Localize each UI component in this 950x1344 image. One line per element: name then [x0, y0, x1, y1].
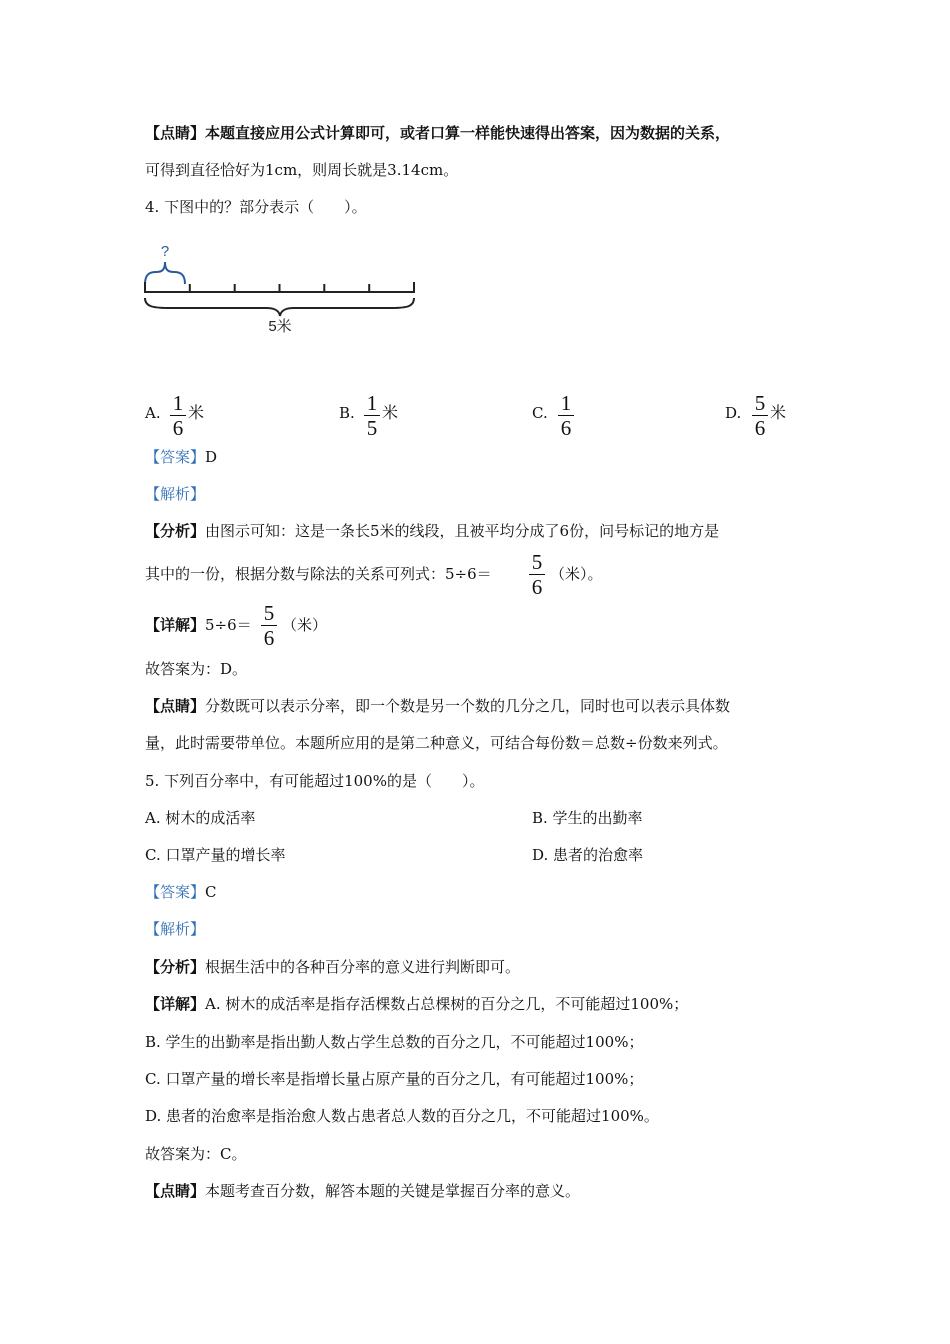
q4-dianjing-line-1: 【点睛】分数既可以表示分率，即一个数是另一个数的几分之几，同时也可以表示具体数: [145, 697, 731, 715]
prev-dianjing-line-1: 【点睛】本题直接应用公式计算即可，或者口算一样能快速得出答案，因为数据的关系，: [145, 124, 731, 142]
document-page: 【点睛】本题直接应用公式计算即可，或者口算一样能快速得出答案，因为数据的关系， 可得到直径恰好为1cm，则周长就是3.14cm。 4. 下图中的？部分表示（ ）。 ? 5米 A. 1 6 米 B. 1 5 米 C. 1 6 D. 5 6 米 【答案】D 【解析】 【分析】由图示可知：这是一条长5米的线段，且被平均分成了6份，问号标记的地方是 其中的一份，根据分数与除法的关系可列式：5÷6＝ 5 6 （米）。 【详解】5÷6＝ 5 6 （米） 故答案为：D。 【点睛】分数既可以表示分率，即一个数是另一个数的几分之几，同时也可以表示具体数 量，此时需要带单位。本题所应用的是第二种意义，可结合每份数＝总数÷份数来列式。 5. 下列百分率中，有可能超过100%的是（ ）。 A. 树木的成活率 B. 学生的出勤率 C. 口罩产量的增长率 D. 患者的治愈率 【答案】C 【解析】 【分析】根据生活中的各种百分率的意义进行判断即可。 【详解】A. 树木的成活率是指存活棵数占总棵树的百分之几，不可能超过100%； B. 学生的出勤率是指出勤人数占学生总数的百分之几，不可能超过100%； C. 口罩产量的增长率是指增长量占原产量的百分之几，有可能超过100%； D. 患者的治愈率是指治愈人数占患者总人数的百分之几，不可能超过100%。 故答案为：C。 【点睛】本题考查百分数，解答本题的关键是掌握百分率的意义。: [0, 0, 950, 1344]
q5-detail-line-1: 【详解】A. 树木的成活率是指存活棵数占总棵树的百分之几，不可能超过100%；: [145, 995, 689, 1013]
q5-detail-line-3: C. 口罩产量的增长率是指增长量占原产量的百分之几，有可能超过100%；: [145, 1070, 644, 1088]
q4-jiexi: 【解析】: [145, 485, 206, 503]
question-mark-label: ?: [160, 243, 170, 260]
prev-dianjing-line-2: 可得到直径恰好为1cm，则周长就是3.14cm。: [145, 161, 459, 179]
bottom-brace: [145, 298, 414, 316]
fraction: 5 6: [529, 551, 545, 598]
fraction: 5 6: [261, 602, 277, 649]
fraction: 5 6: [752, 392, 768, 439]
option-c[interactable]: C. 口罩产量的增长率: [145, 846, 286, 864]
option-a[interactable]: A. 树木的成活率: [145, 809, 256, 827]
q5-analysis: 【分析】根据生活中的各种百分率的意义进行判断即可。: [145, 958, 521, 976]
q5-detail-line-2: B. 学生的出勤率是指出勤人数占学生总数的百分之几，不可能超过100%；: [145, 1033, 644, 1051]
q5-jiexi: 【解析】: [145, 920, 206, 938]
q4-answer: 【答案】D: [145, 448, 218, 466]
fraction: 1 5: [364, 392, 380, 439]
option-b[interactable]: B. 学生的出勤率: [532, 809, 643, 827]
q5-dianjing: 【点睛】本题考查百分数，解答本题的关键是掌握百分率的意义。: [145, 1182, 581, 1200]
q5-detail-line-4: D. 患者的治愈率是指治愈人数占患者总人数的百分之几，不可能超过100%。: [145, 1107, 659, 1125]
question-4-stem: 4. 下图中的？部分表示（ ）。: [145, 198, 367, 216]
question-5-stem: 5. 下列百分率中，有可能超过100%的是（ ）。: [145, 772, 485, 790]
option-d[interactable]: D. 患者的治愈率: [532, 846, 644, 864]
fraction: 1 6: [170, 392, 186, 439]
top-brace: [145, 262, 185, 284]
q5-answer: 【答案】C: [145, 883, 217, 901]
length-label: 5米: [268, 318, 292, 335]
q4-analysis-line-1: 【分析】由图示可知：这是一条长5米的线段，且被平均分成了6份，问号标记的地方是: [145, 522, 720, 540]
line-segment-figure: [138, 236, 428, 340]
q4-conclusion: 故答案为：D。: [145, 660, 248, 678]
fraction: 1 6: [558, 392, 574, 439]
q5-conclusion: 故答案为：C。: [145, 1145, 247, 1163]
q4-dianjing-line-2: 量，此时需要带单位。本题所应用的是第二种意义，可结合每份数＝总数÷份数来列式。: [145, 734, 728, 752]
